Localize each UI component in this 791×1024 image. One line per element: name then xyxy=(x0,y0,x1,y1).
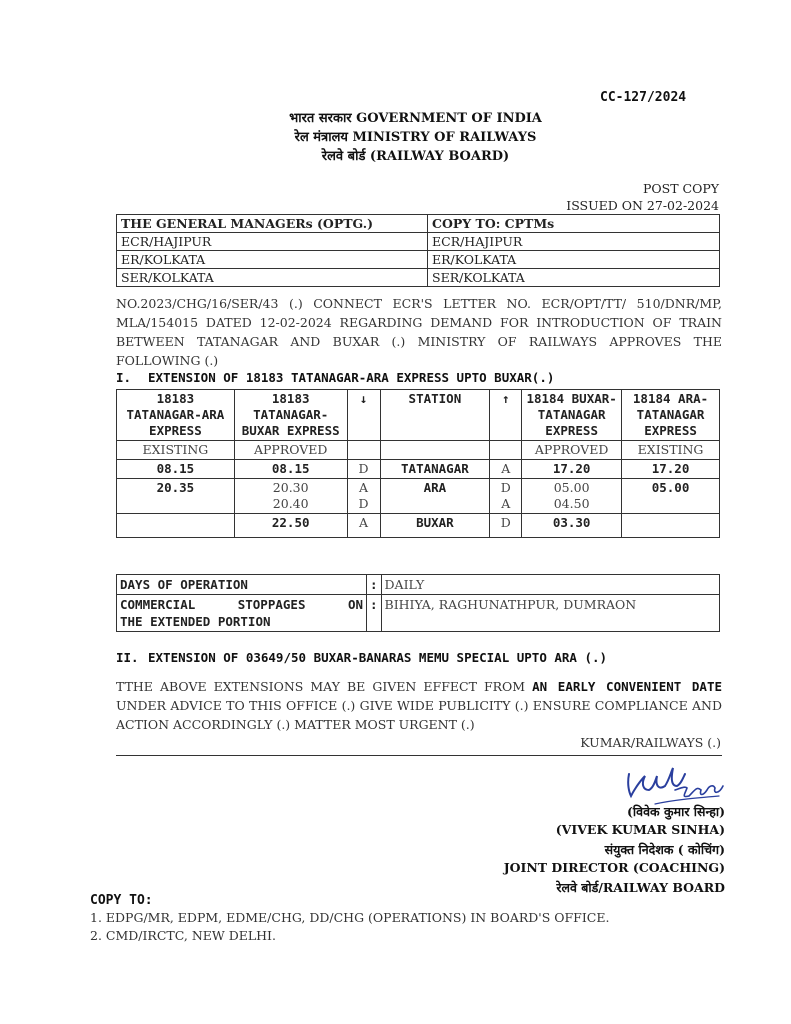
departure-flag: D xyxy=(500,480,511,495)
empty-cell xyxy=(490,441,522,460)
header-government: भारत सरकार GOVERNMENT OF INDIA xyxy=(289,111,542,126)
train-18184-existing-heading: 18184 ARA-TATANAGAR EXPRESS xyxy=(622,390,720,441)
departure-time: 20.40 xyxy=(272,496,309,511)
time-cell: 08.15 xyxy=(117,460,235,479)
label-word: STOPPAGES xyxy=(237,597,306,612)
train-18183-existing-heading: 18183 TATANAGAR-ARA EXPRESS xyxy=(117,390,235,441)
time-cell: 08.15 xyxy=(234,460,347,479)
approved-label: APPROVED xyxy=(234,441,347,460)
section-1-number: I. xyxy=(116,370,132,385)
section-2-number: II. xyxy=(116,650,139,665)
empty-cell xyxy=(347,441,380,460)
arr-dep-cell xyxy=(347,479,380,514)
address-table xyxy=(116,214,720,287)
arrival-time: 20.30 xyxy=(272,480,309,495)
signature-stroke xyxy=(628,768,685,796)
operation-details-table xyxy=(116,574,720,632)
copy-to-item: 1. EDPG/MR, EDPM, EDME/CHG, DD/CHG (OPERATIONS) IN BOARD'S OFFICE. xyxy=(90,910,610,925)
train-timings-table xyxy=(116,389,720,538)
table-row xyxy=(117,479,720,514)
time-cell: 20.35 xyxy=(117,479,235,514)
arrival-flag: A xyxy=(501,496,511,511)
arr-dep-cell xyxy=(490,479,522,514)
departure-flag: D xyxy=(358,496,369,511)
station-cell: ARA xyxy=(380,479,490,514)
arr-dep-cell: A xyxy=(490,460,522,479)
header-railway-board: रेलवे बोर्ड (RAILWAY BOARD) xyxy=(321,149,510,164)
days-of-operation-label: DAYS OF OPERATION xyxy=(117,575,367,595)
up-arrow-icon: ↑ xyxy=(490,390,522,441)
gm-address-cell: ECR/HAJIPUR xyxy=(117,233,428,251)
colon-separator: : xyxy=(367,575,382,595)
empty-cell xyxy=(622,514,720,538)
days-row xyxy=(117,575,720,595)
address-row xyxy=(117,251,720,269)
closing-text-pre: TTHE ABOVE EXTENSIONS MAY BE GIVEN EFFECT FROM xyxy=(116,679,533,694)
address-table-header xyxy=(117,215,720,233)
train-table-header xyxy=(117,390,720,441)
stoppages-row xyxy=(117,595,720,632)
closing-paragraph xyxy=(116,677,722,734)
section-2-title: EXTENSION OF 03649/50 BUXAR-BANARAS MEMU SPECIAL UPTO ARA (.) xyxy=(148,650,608,665)
body-paragraph: NO.2023/CHG/16/SER/43 (.) CONNECT ECR'S LETTER NO. ECR/OPT/TT/ 510/DNR/MP, MLA/154015 DATED 12-02-2024 REGARDING DEMAND FOR INTRODUCTION OF TRAIN BETWEEN TATANAGAR AND BUXAR (.) MINISTRY OF RAILWAYS APPROVES THE FOLLOWING (.) xyxy=(116,296,722,368)
general-managers-heading: THE GENERAL MANAGERs (OPTG.) xyxy=(117,215,428,233)
existing-label: EXISTING xyxy=(117,441,235,460)
time-cell: 17.20 xyxy=(622,460,720,479)
label-word: COMMERCIAL xyxy=(120,597,196,612)
closing-text-post: UNDER ADVICE TO THIS OFFICE (.) GIVE WIDE PUBLICITY (.) ENSURE COMPLIANCE AND ACTION ACCORDINGLY (.) MATTER MOST URGENT (.) xyxy=(116,698,722,732)
arrival-time: 04.50 xyxy=(553,496,590,511)
gm-address-cell: SER/KOLKATA xyxy=(117,269,428,287)
copy-to-heading: COPY TO: xyxy=(90,893,153,908)
train-18183-approved-heading: 18183 TATANAGAR-BUXAR EXPRESS xyxy=(234,390,347,441)
handwritten-signature xyxy=(615,760,735,808)
header-ministry: रेल मंत्रालय MINISTRY OF RAILWAYS xyxy=(294,130,537,145)
station-heading: STATION xyxy=(380,390,490,441)
section-1-heading xyxy=(116,370,554,385)
signatory-organisation: रेलवे बोर्ड/RAILWAY BOARD xyxy=(556,880,725,895)
address-row xyxy=(117,269,720,287)
label-word: ON xyxy=(347,597,363,612)
existing-label: EXISTING xyxy=(622,441,720,460)
closing-text-emphasis: AN EARLY CONVENIENT DATE xyxy=(532,679,722,694)
arr-dep-cell: A xyxy=(347,514,380,538)
stoppages-label-line-2: THE EXTENDED PORTION xyxy=(120,614,271,629)
reference-number: CC-127/2024 xyxy=(600,90,687,105)
gm-address-cell: ER/KOLKATA xyxy=(117,251,428,269)
stoppages-label xyxy=(117,595,367,632)
cptm-address-cell: ECR/HAJIPUR xyxy=(428,233,720,251)
issued-on-date: ISSUED ON 27-02-2024 xyxy=(566,198,719,213)
stoppages-value: BIHIYA, RAGHUNATHPUR, DUMRAON xyxy=(381,595,719,632)
post-copy-label: POST COPY xyxy=(642,181,719,196)
station-cell: BUXAR xyxy=(380,514,490,538)
time-cell: 03.30 xyxy=(522,514,622,538)
station-cell: TATANAGAR xyxy=(380,460,490,479)
departure-time: 05.00 xyxy=(553,480,590,495)
arr-dep-cell: D xyxy=(490,514,522,538)
section-1-title: EXTENSION OF 18183 TATANAGAR-ARA EXPRESS UPTO BUXAR(.) xyxy=(148,370,555,385)
signatory-designation: JOINT DIRECTOR (COACHING) xyxy=(503,860,725,875)
divider xyxy=(116,755,722,756)
time-cell: 05.00 xyxy=(622,479,720,514)
empty-cell xyxy=(117,514,235,538)
colon-separator: : xyxy=(367,595,382,632)
signatory-name: (VIVEK KUMAR SINHA) xyxy=(555,822,725,837)
cptm-address-cell: ER/KOLKATA xyxy=(428,251,720,269)
arrival-flag: A xyxy=(359,480,369,495)
telegraphic-sign-off: KUMAR/RAILWAYS (.) xyxy=(580,735,721,750)
stoppages-label-line-1 xyxy=(120,596,363,613)
time-cell xyxy=(234,479,347,514)
address-row xyxy=(117,233,720,251)
table-row xyxy=(117,460,720,479)
train-18184-approved-heading: 18184 BUXAR-TATANAGAR EXPRESS xyxy=(522,390,622,441)
copy-to-item: 2. CMD/IRCTC, NEW DELHI. xyxy=(90,928,276,943)
signatory-designation-hindi: संयुक्त निदेशक ( कोचिंग) xyxy=(604,842,725,857)
signature-stroke xyxy=(675,786,723,797)
time-cell: 22.50 xyxy=(234,514,347,538)
section-2-heading xyxy=(116,650,607,665)
copy-to-cptms-heading: COPY TO: CPTMs xyxy=(428,215,720,233)
arr-dep-cell: D xyxy=(347,460,380,479)
train-table-subheader xyxy=(117,441,720,460)
time-cell: 17.20 xyxy=(522,460,622,479)
approved-label: APPROVED xyxy=(522,441,622,460)
down-arrow-icon: ↓ xyxy=(347,390,380,441)
signatory-name-hindi: (विवेक कुमार सिन्हा) xyxy=(627,804,725,819)
table-row xyxy=(117,514,720,538)
empty-cell xyxy=(380,441,490,460)
days-of-operation-value: DAILY xyxy=(381,575,719,595)
cptm-address-cell: SER/KOLKATA xyxy=(428,269,720,287)
time-cell xyxy=(522,479,622,514)
